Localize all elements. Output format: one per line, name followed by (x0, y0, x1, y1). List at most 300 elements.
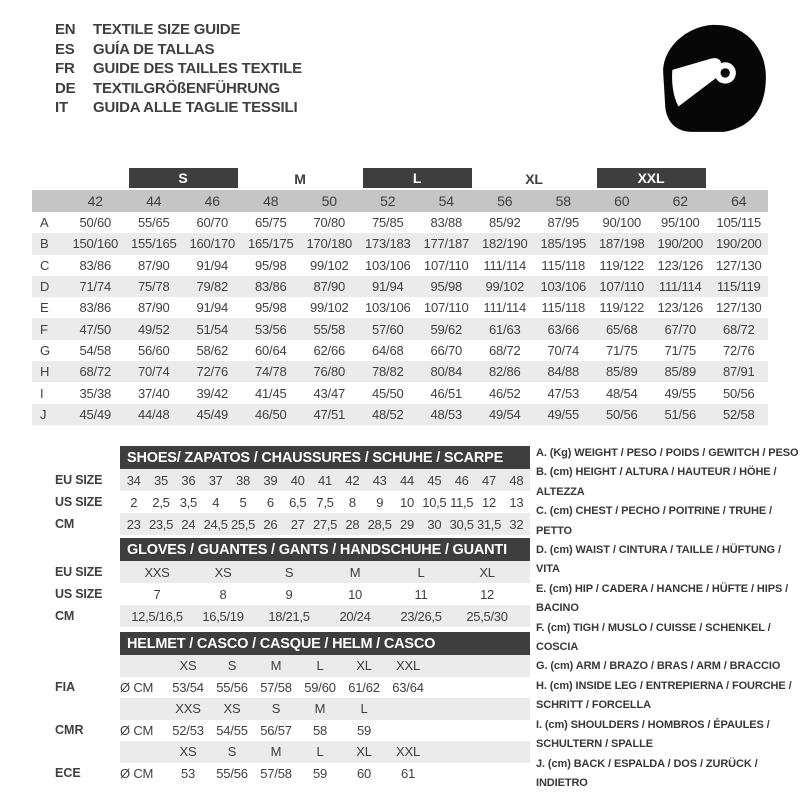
legend-item-c: C. (cm) CHEST / PECHO / POITRINE / TRUHE / PETTO (536, 505, 772, 537)
measure-value: 84/88 (547, 364, 580, 380)
measure-value: 95/98 (254, 300, 287, 316)
shoes-cell: 8 (348, 494, 356, 510)
gloves-row-label: US SIZE (55, 587, 103, 601)
shoes-cell: 4 (212, 494, 220, 510)
measure-value: 46/52 (488, 385, 521, 401)
measure-value: 62/66 (313, 342, 346, 358)
legend-item-h: H. (cm) INSIDE LEG / ENTREPIERNA / FOURCHE / SCHRITT / FORCELLA (536, 679, 792, 712)
size-label: 60 (614, 193, 630, 209)
measure-value: 95/98 (254, 257, 287, 273)
measure-value: 51/56 (664, 406, 697, 422)
measure-value: 107/110 (423, 300, 469, 316)
measure-value: 72/76 (722, 342, 755, 358)
size-label: 50 (321, 193, 337, 209)
row-letter: I (40, 385, 44, 401)
measure-value: 123/126 (657, 300, 704, 316)
measure-value: 50/56 (722, 385, 755, 401)
helmet-size-row-ece (120, 741, 530, 763)
shoes-cell: 6 (266, 494, 274, 510)
row-letter: J (40, 406, 47, 422)
size-label: 58 (555, 193, 571, 209)
shoes-cell: 13 (509, 494, 524, 510)
helmet-value-row-fia (120, 677, 530, 699)
measure-value: 80/84 (430, 364, 463, 380)
racing-helmet-icon-svg (651, 20, 773, 137)
measure-value: 107/110 (423, 257, 469, 273)
size-group-header-row (32, 167, 768, 190)
helmet-size-label: L (316, 744, 324, 760)
helmet-size-label: XL (356, 744, 372, 760)
language-row-en (55, 20, 302, 40)
measure-value: 54/58 (79, 342, 112, 358)
gloves-cell: 9 (285, 586, 293, 602)
measure-value: 190/200 (715, 236, 762, 252)
helmet-value: 59/60 (304, 679, 336, 695)
shoes-cell: 24,5 (203, 516, 228, 532)
measure-value: 74/78 (254, 364, 287, 380)
shoes-cell: 26 (263, 516, 278, 532)
measure-row-a (32, 212, 768, 233)
size-label: 46 (204, 193, 220, 209)
size-group-xl: XL (525, 170, 543, 187)
shoes-cell: 40 (290, 472, 305, 488)
measure-value: 57/60 (371, 321, 404, 337)
size-label: 62 (672, 193, 688, 209)
shoes-cell: 48 (509, 472, 524, 488)
row-letter: D (40, 279, 50, 295)
helmet-size-label: XS (179, 658, 197, 674)
measure-value: 56/60 (137, 342, 170, 358)
measure-row-h (32, 361, 768, 382)
measure-value: 70/80 (313, 215, 346, 231)
language-code: DE (55, 79, 76, 97)
helmet-value: 56/57 (260, 722, 292, 738)
measure-value: 165/175 (247, 236, 294, 252)
gloves-cell: 8 (219, 586, 227, 602)
measure-value: 45/50 (371, 385, 404, 401)
shoes-cell: 2,5 (152, 494, 170, 510)
gloves-cell: XS (214, 564, 232, 580)
measure-value: 55/58 (313, 321, 346, 337)
measure-value: 83/86 (254, 279, 287, 295)
language-code: FR (55, 60, 75, 78)
measure-row-d (32, 276, 768, 297)
standard-label-ece: ECE (55, 766, 81, 781)
measure-value: 78/82 (371, 364, 404, 380)
legend-item-i: I. (cm) SHOULDERS / HOMBROS / ÉPAULES / SCHULTERN / SPALLE (536, 718, 770, 751)
measure-value: 43/47 (313, 385, 346, 401)
row-letter: H (40, 364, 50, 380)
row-letter: A (40, 215, 49, 231)
measure-value: 55/65 (137, 215, 170, 231)
measure-value: 85/89 (605, 364, 638, 380)
measure-value: 111/114 (483, 257, 527, 273)
language-label: GUÍA DE TALLAS (93, 40, 215, 58)
measure-value: 50/56 (605, 406, 638, 422)
measure-value: 75/78 (137, 279, 170, 295)
language-row-es (55, 40, 302, 60)
measure-value: 87/95 (547, 215, 580, 231)
measure-row-j (32, 404, 768, 425)
measure-value: 150/160 (72, 236, 119, 252)
diameter-unit: Ø CM (120, 765, 154, 781)
language-row-it (55, 98, 302, 118)
helmet-size-label: S (271, 701, 281, 717)
helmet-value: 55/56 (216, 679, 248, 695)
measure-value: 39/42 (196, 385, 229, 401)
shoes-row-labels (55, 469, 120, 535)
gloves-cell: M (349, 564, 361, 580)
measure-value: 60/64 (254, 342, 287, 358)
helmet-value-row-ece (120, 763, 530, 785)
measure-value: 82/86 (488, 364, 521, 380)
helmet-value: 59 (356, 722, 372, 738)
helmet-section-title: HELMET / CASCO / CASQUE / HELM / CASCO (120, 632, 530, 655)
measure-value: 103/106 (540, 279, 587, 295)
measure-value: 49/55 (664, 385, 697, 401)
measure-value: 70/74 (547, 342, 580, 358)
label-spacer (55, 741, 120, 763)
measure-value: 79/82 (196, 279, 229, 295)
measure-row-b (32, 233, 768, 254)
size-label: 52 (380, 193, 396, 209)
label-spacer (55, 698, 120, 720)
diameter-unit: Ø CM (120, 722, 154, 738)
helmet-value: 61 (400, 765, 416, 781)
measure-value: 103/106 (364, 257, 411, 273)
helmet-size-label: L (316, 658, 324, 674)
gloves-cell: 23/26,5 (400, 608, 442, 624)
gloves-size-table (55, 538, 530, 627)
language-label: TEXTILE SIZE GUIDE (93, 21, 241, 38)
gloves-cell: 7 (153, 586, 161, 602)
shoes-cell: 39 (263, 472, 278, 488)
shoes-cell: 11,5 (450, 494, 474, 510)
helmet-size-label: L (360, 701, 368, 717)
measure-value: 111/114 (658, 279, 702, 295)
size-label: 56 (497, 193, 513, 209)
helmet-value: 61/62 (348, 679, 380, 695)
shoes-cell: 43 (372, 472, 387, 488)
measure-value: 99/102 (309, 257, 349, 273)
helmet-value: 53/54 (172, 679, 204, 695)
helmet-value: 53 (180, 765, 196, 781)
language-code: ES (55, 40, 75, 58)
measure-value: 115/119 (716, 279, 761, 295)
helmet-size-label: XXS (175, 701, 201, 717)
shoes-cell: 23,5 (148, 516, 174, 532)
gloves-table (120, 538, 530, 627)
measure-value: 99/102 (309, 300, 349, 316)
shoes-table (120, 446, 530, 535)
shoes-cell: 2 (130, 494, 138, 510)
size-group-m: M (294, 170, 306, 187)
language-label: GUIDA ALLE TAGLIE TESSILI (93, 99, 298, 117)
measure-value: 107/110 (599, 279, 645, 295)
gloves-cell: XXS (144, 564, 170, 580)
gloves-cell: 16,5/19 (202, 608, 244, 624)
measure-value: 46/50 (254, 406, 287, 422)
measure-value: 48/52 (371, 406, 404, 422)
legend-item-b: B. (cm) HEIGHT / ALTURA / HAUTEUR / HÖHE / ALTEZZA (536, 466, 777, 498)
measure-value: 49/52 (137, 321, 170, 337)
measure-value: 47/50 (79, 321, 112, 337)
shoes-cell: 23 (126, 516, 141, 532)
measure-value: 68/72 (722, 321, 755, 337)
measure-value: 170/180 (306, 236, 353, 252)
shoes-cell: 35 (154, 472, 168, 488)
shoes-cell: 47 (482, 472, 496, 488)
row-letter: E (40, 300, 49, 316)
helmet-size-table (55, 632, 530, 784)
gloves-cell: 25,5/30 (466, 608, 508, 624)
shoes-cell: 41 (318, 472, 332, 488)
shoes-cell: 34 (126, 472, 141, 488)
gloves-row-label: CM (55, 609, 75, 623)
measure-value: 190/200 (657, 236, 704, 252)
shoes-cell: 42 (345, 472, 360, 488)
measure-value: 177/187 (423, 236, 470, 252)
language-row-fr (55, 59, 302, 79)
measure-value: 155/165 (130, 236, 177, 252)
measure-value: 127/130 (715, 257, 762, 273)
measure-value: 99/102 (485, 279, 525, 295)
measure-value: 47/51 (313, 406, 346, 422)
shoes-cell: 28,5 (367, 516, 392, 532)
shoes-data-row (120, 513, 530, 535)
shoes-cell: 28 (345, 516, 360, 532)
measure-value: 64/68 (371, 342, 404, 358)
shoes-cell: 30,5 (449, 516, 474, 532)
language-row-de (55, 79, 302, 99)
measure-value: 71/74 (79, 279, 112, 295)
measure-value: 35/38 (79, 385, 112, 401)
measure-value: 46/51 (430, 385, 463, 401)
measure-value: 105/115 (716, 215, 762, 231)
size-group-l: L (363, 168, 472, 188)
helmet-size-label: XXL (396, 744, 420, 760)
helmet-value: 60 (356, 765, 372, 781)
language-label: TEXTILGRÖßENFÜHRUNG (93, 79, 281, 97)
racing-helmet-icon (651, 20, 773, 137)
measure-row-f (32, 318, 768, 339)
shoes-cell: 45 (427, 472, 442, 488)
measurement-rows (32, 212, 768, 425)
shoes-cell: 36 (181, 472, 196, 488)
numeric-size-row (32, 190, 768, 212)
shoes-cell: 44 (400, 472, 414, 488)
language-label: GUIDE DES TAILLES TEXTILE (93, 60, 302, 78)
measure-value: 65/68 (605, 321, 638, 337)
measure-value: 123/126 (657, 257, 704, 273)
shoes-cell: 3,5 (179, 494, 197, 510)
shoes-cell: 24 (181, 516, 196, 532)
shoes-cell: 37 (208, 472, 223, 488)
measure-row-g (32, 340, 768, 361)
shoes-cell: 27 (290, 516, 305, 532)
measure-value: 119/122 (599, 300, 645, 316)
measure-value: 87/90 (313, 279, 346, 295)
measure-value: 67/70 (664, 321, 697, 337)
measure-value: 44/48 (137, 406, 170, 422)
measure-value: 70/74 (137, 364, 170, 380)
measure-value: 49/54 (488, 406, 521, 422)
helmet-size-label: M (270, 658, 282, 674)
shoes-cell: 27,5 (312, 516, 338, 532)
size-label: 48 (263, 193, 279, 209)
measure-value: 173/183 (364, 236, 411, 252)
helmet-size-label: S (227, 744, 237, 760)
gloves-row-label: EU SIZE (55, 565, 103, 579)
measure-value: 53/56 (254, 321, 287, 337)
label-spacer (55, 655, 120, 677)
shoes-cell: 32 (509, 516, 524, 532)
measure-row-c (32, 255, 768, 276)
measure-value: 83/88 (430, 215, 463, 231)
shoes-cell: 5 (239, 494, 247, 510)
standard-label-cmr: CMR (55, 723, 84, 738)
measure-value: 52/58 (722, 406, 755, 422)
legend-item-e: E. (cm) HIP / CADERA / HANCHE / HÜFTE / HIPS / BACINO (536, 582, 789, 615)
shoes-data-row (120, 491, 530, 513)
gloves-cell: 18/21,5 (268, 608, 310, 624)
measure-value: 95/98 (430, 279, 463, 295)
measure-value: 41/45 (254, 385, 287, 401)
row-letter: C (40, 257, 50, 273)
helmet-size-label: XS (223, 701, 241, 717)
helmet-size-row-fia (120, 655, 530, 677)
measure-value: 187/198 (598, 236, 645, 252)
gloves-cell: S (284, 564, 294, 580)
helmet-value: 57/58 (260, 679, 292, 695)
size-label: 64 (731, 193, 747, 209)
legend-item-g: G. (cm) ARM / BRAZO / BRAS / ARM / BRACCIO (536, 660, 781, 673)
measure-value: 50/60 (79, 215, 112, 231)
diameter-unit: Ø CM (120, 679, 154, 695)
measure-value: 63/66 (547, 321, 580, 337)
standard-label-fia: FIA (55, 680, 76, 695)
shoes-data-row (120, 469, 530, 491)
gloves-cell: 20/24 (339, 608, 371, 624)
row-letter: B (40, 236, 49, 252)
measure-value: 83/86 (79, 300, 112, 316)
measure-value: 48/54 (605, 385, 638, 401)
measure-value: 49/55 (547, 406, 580, 422)
size-group-s: S (129, 168, 238, 188)
measure-value: 45/49 (79, 406, 112, 422)
measure-value: 65/75 (254, 215, 287, 231)
legend-item-d: D. (cm) WAIST / CINTURA / TAILLE / HÜFTUNG / VITA (536, 544, 781, 576)
measure-value: 68/72 (488, 342, 521, 358)
helmet-size-label: XS (179, 744, 197, 760)
helmet-value-row-cmr (120, 720, 530, 742)
helmet-size-label: M (270, 744, 282, 760)
shoes-cell: 7,5 (316, 494, 334, 510)
measure-value: 68/72 (79, 364, 112, 380)
measure-value: 60/70 (196, 215, 229, 231)
measure-value: 48/53 (430, 406, 463, 422)
measure-value: 111/114 (483, 300, 527, 316)
measure-value: 115/118 (541, 300, 586, 316)
helmet-value: 63/64 (392, 679, 424, 695)
measure-value: 85/92 (488, 215, 521, 231)
shoes-cell: 31,5 (476, 516, 502, 532)
shoes-cell: 38 (236, 472, 250, 488)
shoes-cell: 9 (376, 494, 384, 510)
legend-item-f: F. (cm) TIGH / MUSLO / CUISSE / SCHENKEL / COSCIA (536, 621, 771, 654)
measure-value: 91/94 (196, 300, 229, 316)
language-header (55, 20, 302, 118)
gloves-cell: 11 (414, 586, 428, 602)
measure-value: 58/62 (196, 342, 229, 358)
legend-item-a: A. (Kg) WEIGHT / PESO / POIDS / GEWITCH / PESO (536, 447, 799, 459)
shoes-size-table (55, 446, 530, 535)
shoes-cell: 6,5 (289, 494, 307, 510)
legend-item-j: J. (cm) BACK / ESPALDA / DOS / ZURÜCK / INDIETRO (536, 757, 758, 789)
gloves-row-labels (55, 561, 120, 627)
helmet-standard-labels (55, 655, 120, 784)
measure-value: 91/94 (196, 257, 229, 273)
shoes-row-label: CM (55, 517, 75, 531)
textile-size-table (32, 167, 768, 425)
row-letter: F (40, 321, 48, 337)
measure-value: 185/195 (540, 236, 587, 252)
helmet-size-label: S (227, 658, 237, 674)
helmet-size-label: XL (356, 658, 372, 674)
measure-value: 66/70 (430, 342, 463, 358)
measure-value: 87/91 (722, 364, 755, 380)
measure-value: 87/90 (137, 300, 170, 316)
helmet-table (120, 632, 530, 784)
measure-value: 91/94 (371, 279, 404, 295)
gloves-cell: 10 (348, 586, 362, 602)
measurement-legend (536, 444, 800, 793)
helmet-size-label: XXL (396, 658, 420, 674)
gloves-data-row (120, 561, 530, 583)
size-group-xxl: XXL (597, 168, 706, 188)
gloves-data-row (120, 605, 530, 627)
size-label: 54 (438, 193, 454, 209)
gloves-section-title: GLOVES / GUANTES / GANTS / HANDSCHUHE / GUANTI (120, 538, 530, 561)
measure-value: 45/49 (196, 406, 229, 422)
measure-value: 61/63 (488, 321, 521, 337)
row-letter: G (40, 342, 50, 358)
size-label: 42 (87, 193, 103, 209)
shoes-cell: 12 (482, 494, 496, 510)
measure-value: 37/40 (137, 385, 170, 401)
helmet-value: 58 (312, 722, 328, 738)
shoes-row-label: EU SIZE (55, 473, 103, 487)
size-label: 44 (146, 193, 162, 209)
shoes-cell: 10 (400, 494, 414, 510)
measure-value: 72/76 (196, 364, 229, 380)
measure-value: 182/190 (481, 236, 528, 252)
gloves-cell: XL (479, 564, 495, 580)
shoes-cell: 30 (427, 516, 442, 532)
shoes-section-title: SHOES/ ZAPATOS / CHAUSSURES / SCHUHE / SCARPE (120, 446, 530, 469)
helmet-size-row-cmr (120, 698, 530, 720)
language-code: IT (55, 99, 68, 117)
measure-value: 75/85 (371, 215, 404, 231)
measure-row-i (32, 382, 768, 403)
measure-value: 59/62 (430, 321, 463, 337)
gloves-data-row (120, 583, 530, 605)
measure-value: 85/89 (664, 364, 697, 380)
measure-row-e (32, 297, 768, 318)
measure-value: 71/75 (605, 342, 638, 358)
shoes-cell: 46 (454, 472, 469, 488)
shoes-cell: 29 (400, 516, 414, 532)
